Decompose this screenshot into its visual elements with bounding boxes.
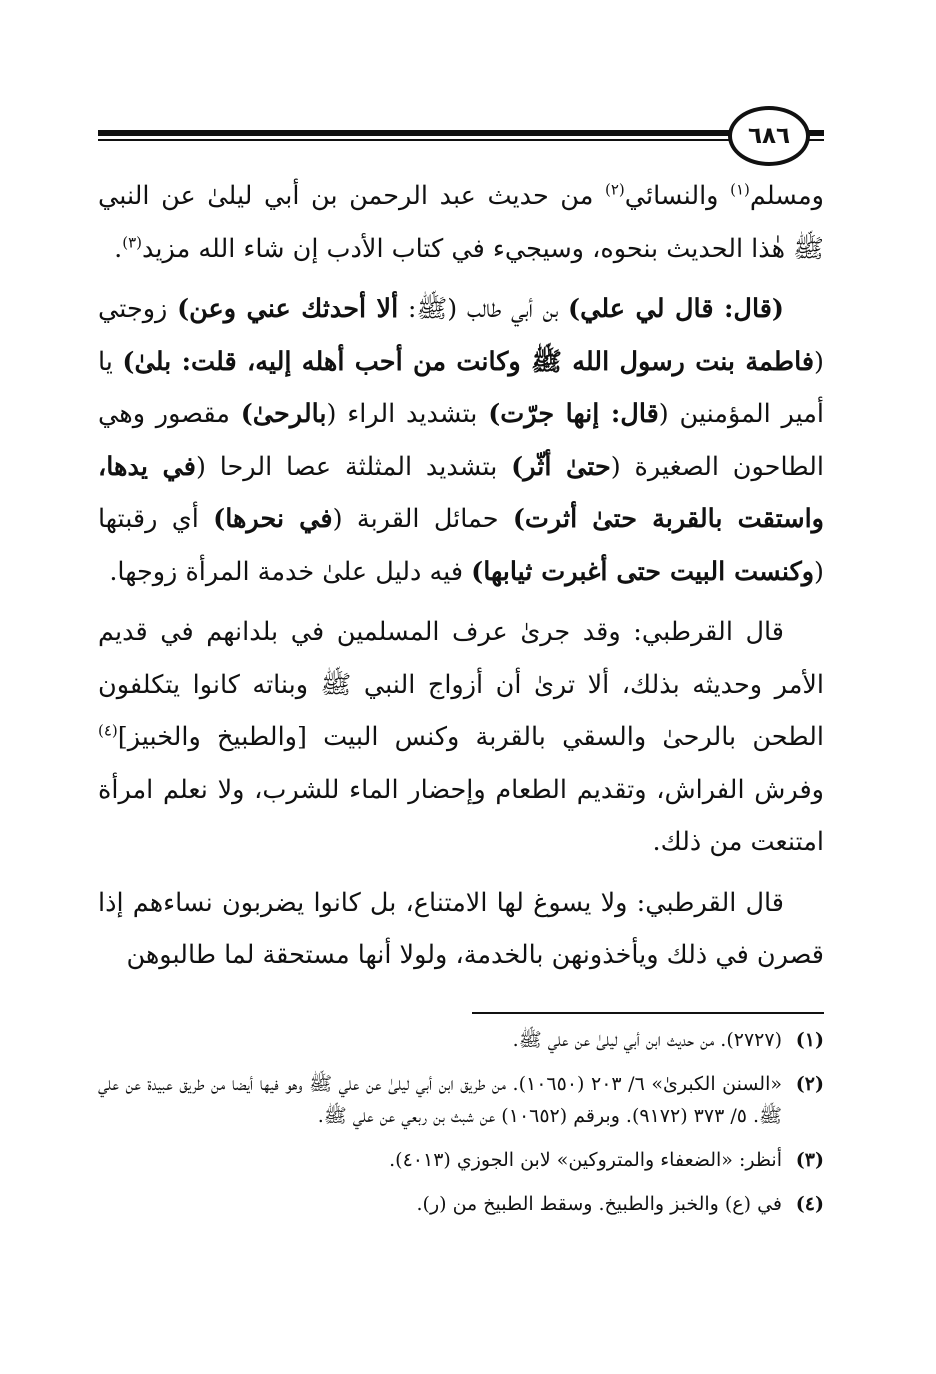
main-text bbox=[98, 170, 824, 990]
quoted-text: وكنست البيت حتى أغبرت ثيابها) bbox=[471, 556, 815, 587]
footnote-text: أنظر: «الضعفاء والمتروكين» لابن الجوزي (٤٠١٣). bbox=[389, 1149, 782, 1171]
footnote-marker: (٤) bbox=[98, 721, 118, 740]
commentary-text: والنسائي bbox=[624, 181, 731, 211]
commentary-text: زوجتي ( bbox=[98, 294, 824, 377]
paragraph bbox=[98, 283, 824, 598]
quoted-text: بالرحىٰ) bbox=[240, 399, 327, 429]
commentary-text: بتشديد المثلثة عصا الرحا ( bbox=[195, 451, 512, 482]
quoted-text: حتىٰ أثّر) bbox=[511, 451, 611, 482]
footnotes bbox=[98, 1024, 824, 1232]
footnote-number: (٢) bbox=[795, 1073, 824, 1095]
footnote bbox=[98, 1068, 824, 1132]
footnote-text: (٢٧٢٧). من حديث ابن أبي ليلىٰ عن علي ﷺ. bbox=[512, 1029, 782, 1051]
quoted-text: قال: إنها جرّت) bbox=[488, 399, 659, 429]
quoted-text: ألا أحدثك عني وعن) bbox=[177, 294, 399, 324]
quoted-text: في يدها، واستقت بالقربة حتىٰ أثرت) bbox=[98, 451, 824, 534]
commentary-text: من حديث عبد الرحمن بن أبي ليلىٰ عن النبي ﷺ هٰذا الحديث بنحوه، وسيجيء في كتاب الأدب إن شاء الله مزيد bbox=[98, 181, 824, 264]
paragraph bbox=[98, 877, 824, 982]
footnote-number: (٣) bbox=[795, 1149, 824, 1171]
commentary-text: بتشديد الراء ( bbox=[326, 399, 489, 429]
footnote-text: في (ع) والخبز والطبيخ. وسقط الطبيخ من (ر). bbox=[416, 1193, 782, 1215]
paragraph bbox=[98, 170, 824, 275]
footnote bbox=[98, 1188, 824, 1220]
commentary-text: فيه دليل علىٰ خدمة المرأة زوجها. bbox=[109, 556, 472, 587]
commentary-text: ومسلم bbox=[749, 181, 824, 211]
commentary-text: بن أبي طالب (ﷺ: bbox=[398, 294, 569, 324]
footnote-marker: (٢) bbox=[604, 180, 625, 199]
page-number: ٦٨٦ bbox=[747, 123, 791, 149]
footnote bbox=[98, 1144, 824, 1176]
footnote bbox=[98, 1024, 824, 1056]
commentary-text: حمائل القربة ( bbox=[332, 504, 513, 534]
quoted-text: (قال: قال لي علي) bbox=[568, 294, 784, 324]
footnote-text: «السنن الكبرىٰ» ٦/ ٢٠٣ (١٠٦٥٠). من طريق ابن أبي ليلىٰ عن علي ﷺ وهو فيها أيضا من طريق عبيدة عن علي ﷺ. ٥/ ٣٧٣ (٩١٧٢). وبرقم (١٠٦٥٢) عن شبث بن ربعي عن علي ﷺ. bbox=[98, 1073, 782, 1127]
commentary-text: أي رقبتها ( bbox=[98, 504, 824, 587]
header-rule-thin bbox=[98, 139, 824, 141]
commentary-text: قال القرطبي: ولا يسوغ لها الامتناع، بل كانوا يضربون نساءهم إذا قصرن في ذلك ويأخذونهن بالخدمة، ولولا أنها مستحقة لما طالبوهن bbox=[98, 887, 824, 970]
footnote-separator bbox=[472, 1012, 824, 1014]
footnote-number: (٤) bbox=[795, 1193, 824, 1215]
page-header bbox=[98, 104, 824, 160]
footnote-marker: (٣) bbox=[122, 233, 143, 251]
commentary-text: وفرش الفراش، وتقديم الطعام وإحضار الماء للشرب، ولا نعلم امرأة امتنعت من ذلك. bbox=[98, 774, 824, 857]
header-rule-thick bbox=[98, 130, 824, 136]
page-number-badge bbox=[728, 106, 810, 166]
footnote-marker: (١) bbox=[730, 180, 750, 199]
quoted-text: في نحرها) bbox=[213, 504, 333, 534]
footnote-number: (١) bbox=[795, 1029, 824, 1051]
paragraph bbox=[98, 606, 824, 869]
commentary-text: قال القرطبي: وقد جرىٰ عرف المسلمين في بلدانهم في قديم الأمر وحديثه بذلك، ألا ترىٰ أن أزواج النبي ﷺ وبناته كانوا يتكلفون الطحن بالرحىٰ والسقي بالقربة وكنس البيت [والطبيخ والخبيز] bbox=[98, 617, 824, 752]
commentary-text: يا أمير المؤمنين ( bbox=[98, 346, 825, 429]
commentary-text: . bbox=[114, 233, 123, 264]
quoted-text: فاطمة بنت رسول الله ﷺ وكانت من أحب أهله إليه، قلت: بلىٰ) bbox=[122, 346, 815, 377]
commentary-text: مقصور وهي الطاحون الصغيرة ( bbox=[98, 399, 824, 482]
